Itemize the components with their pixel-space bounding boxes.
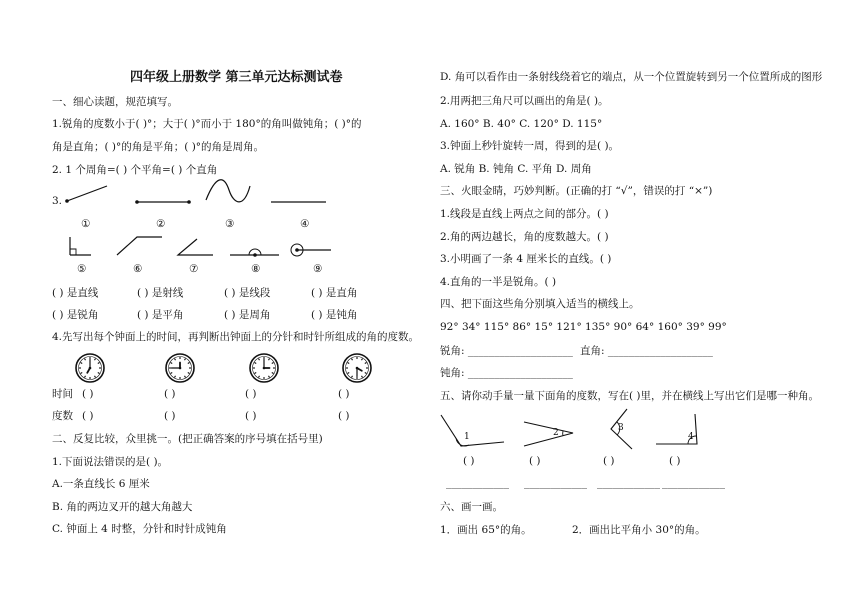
measure-blank-2: ( ) — [529, 455, 541, 467]
fill-line-blank: ( ) 是直线 — [52, 287, 99, 299]
fill-right-angle-blank: ( ) 是直角 — [311, 287, 358, 299]
measure-blank-3: ( ) — [603, 455, 615, 467]
judge-2: 2.角的两边越长，角的度数越大。( ) — [440, 231, 609, 243]
degree-blank-3: ( ) — [245, 410, 257, 422]
degree-blank-4: ( ) — [338, 410, 350, 422]
degree-blank-2: ( ) — [164, 410, 176, 422]
section-5-heading: 五、请你动手量一量下面角的度数，写在( )里，并在横线上写出它们是哪一种角。 — [440, 390, 820, 402]
figure-number-7: ⑦ — [189, 263, 199, 275]
page-title: 四年级上册数学 第三单元达标测试卷 — [130, 70, 343, 85]
section-2-heading: 二、反复比较，众里挑一。(把正确答案的序号填在括号里) — [52, 433, 323, 445]
figure-number-2: ② — [156, 218, 166, 230]
type-blank-4: ____________ — [662, 477, 725, 489]
angle-number-4: 4 — [688, 432, 694, 442]
fill-acute-blank: ( ) 是锐角 — [52, 309, 99, 321]
judge-1: 1.线段是直线上两点之间的部分。( ) — [440, 208, 609, 220]
time-blank-3: ( ) — [245, 388, 257, 400]
option-a: A.一条直线长 6 厘米 — [52, 478, 150, 490]
degree-blank-1: ( ) — [82, 410, 94, 422]
measure-angle-2 — [524, 422, 573, 446]
angle-number-1: 1 — [464, 432, 470, 442]
figure-number-6: ⑥ — [133, 263, 143, 275]
draw-task-1: 1．画出 65°的角。 — [440, 524, 532, 536]
question-2-1: 1.下面说法错误的是( )。 — [52, 456, 169, 468]
measure-blank-4: ( ) — [669, 455, 681, 467]
section-1-heading: 一、细心读题，规范填写。 — [52, 96, 178, 108]
type-blank-2: ____________ — [524, 477, 587, 489]
measure-angle-1 — [441, 415, 504, 446]
option-b: B. 角的两边叉开的越大角越大 — [52, 501, 193, 513]
question-1-line-a: 1.锐角的度数小于( )°；大于( )°而小于 180°的角叫做钝角；( )°的 — [52, 118, 362, 130]
question-2-3: 3.钟面上秒针旋转一周，得到的是( )。 — [440, 140, 620, 152]
type-blank-3: ____________ — [597, 477, 660, 489]
section-6-heading: 六、画一画。 — [440, 501, 503, 513]
time-label: 时间 — [52, 388, 73, 400]
right-angle-line: 直角: ____________________ — [580, 345, 713, 357]
figure-number-4: ④ — [300, 218, 310, 230]
fill-segment-blank: ( ) 是线段 — [224, 287, 271, 299]
fill-straight-blank: ( ) 是平角 — [137, 309, 184, 321]
question-1-line-b: 角是直角；( )°的角是平角；( )°的角是周角。 — [52, 141, 265, 153]
section-4-heading: 四、把下面这些角分别填入适当的横线上。 — [440, 298, 640, 310]
angle-number-3: 3 — [618, 423, 624, 433]
measure-blank-1: ( ) — [463, 455, 475, 467]
question-2-2: 2.用两把三角尺可以画出的角是( )。 — [440, 95, 609, 107]
fill-ray-blank: ( ) 是射线 — [137, 287, 184, 299]
draw-task-2: 2．画出比平角小 30°的角。 — [572, 524, 706, 536]
time-blank-2: ( ) — [164, 388, 176, 400]
option-c: C. 钟面上 4 时整，分针和时针成钝角 — [52, 523, 227, 535]
question-2: 2. 1 个周角=( ) 个平角=( ) 个直角 — [52, 164, 218, 176]
judge-4: 4.直角的一半是锐角。( ) — [440, 276, 557, 288]
section-3-heading: 三、火眼金睛，巧妙判断。(正确的打 “√”，错误的打 “×”) — [440, 185, 713, 197]
question-3-label: 3. — [52, 195, 63, 207]
figure-number-3: ③ — [225, 218, 235, 230]
question-4: 4.先写出每个钟面上的时间，再判断出钟面上的分针和时针所组成的角的度数。 — [52, 331, 420, 343]
angle-number-2: 2 — [553, 428, 559, 438]
angle-list: 92° 34° 115° 86° 15° 121° 135° 90° 64° 160° 39° 99° — [440, 321, 727, 333]
acute-line: 锐角: ____________________ — [440, 345, 573, 357]
fill-full-blank: ( ) 是周角 — [224, 309, 271, 321]
time-blank-4: ( ) — [338, 388, 350, 400]
figure-number-1: ① — [81, 218, 91, 230]
time-blank-1: ( ) — [82, 388, 94, 400]
obtuse-line: 钝角: ____________________ — [440, 367, 573, 379]
question-2-3-options: A. 锐角 B. 钝角 C. 平角 D. 周角 — [440, 163, 592, 175]
figure-number-5: ⑤ — [77, 263, 87, 275]
judge-3: 3.小明画了一条 4 厘米长的直线。( ) — [440, 253, 612, 265]
option-d: D. 角可以看作由一条射线绕着它的端点，从一个位置旋转到另一个位置所成的图形 — [440, 71, 823, 83]
type-blank-1: ____________ — [446, 477, 509, 489]
question-2-2-options: A. 160° B. 40° C. 120° D. 115° — [440, 118, 603, 130]
figure-number-8: ⑧ — [251, 263, 261, 275]
fill-obtuse-blank: ( ) 是钝角 — [311, 309, 358, 321]
figure-number-9: ⑨ — [313, 263, 323, 275]
degree-label: 度数 — [52, 410, 73, 422]
